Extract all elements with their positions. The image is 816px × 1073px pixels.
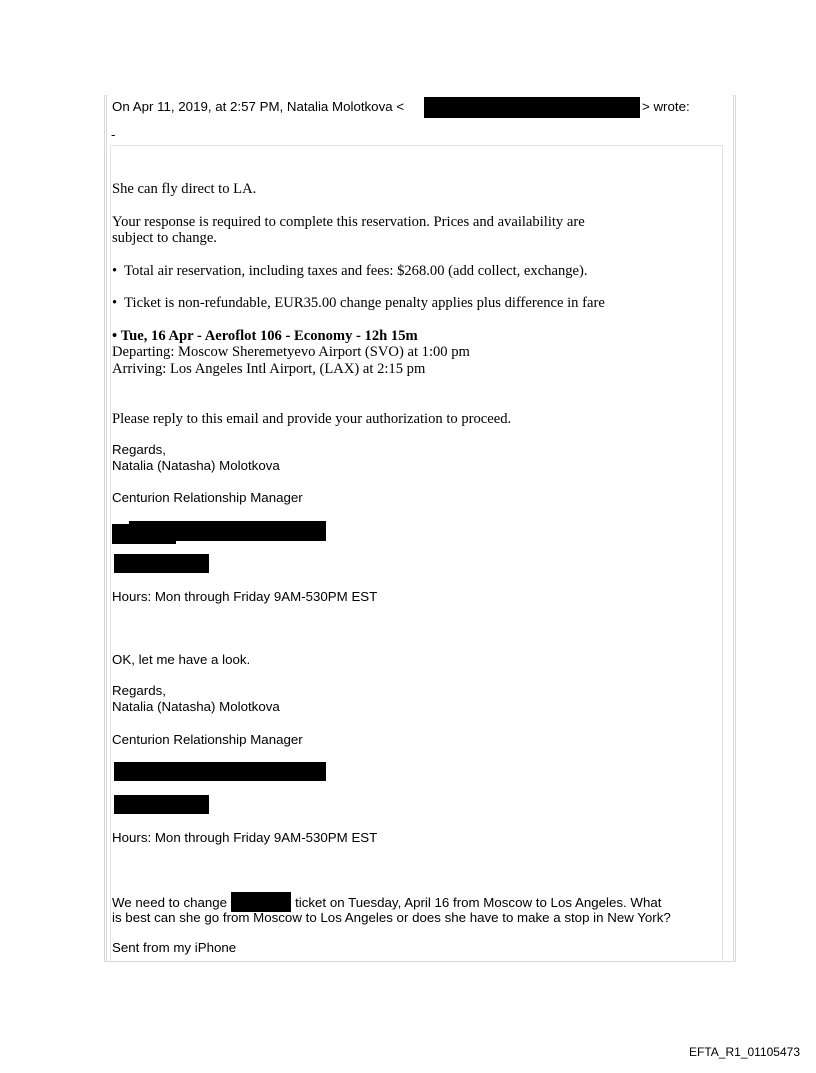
quote-header-suffix: > wrote:: [642, 99, 690, 114]
quote-header-prefix: On Apr 11, 2019, at 2:57 PM, Natalia Molotkova <: [112, 99, 405, 114]
bullet-flight: [112, 328, 418, 344]
original-line: is best can she go from Moscow to Los Angeles or does she have to make a stop in New York?: [112, 910, 671, 925]
sent-from: Sent from my iPhone: [112, 940, 237, 955]
signature-title: Centurion Relationship Manager: [112, 732, 303, 747]
bullet-text: Ticket is non-refundable, EUR35.00 change penalty applies plus difference in fare: [124, 295, 605, 311]
bullet-icon: •: [112, 328, 118, 344]
redacted-contact: [112, 524, 176, 544]
earlier-reply: OK, let me have a look.: [112, 652, 251, 667]
reply-line: She can fly direct to LA.: [112, 181, 257, 197]
dash: -: [111, 127, 116, 142]
arriving: Arriving: Los Angeles Intl Airport, (LAX) at 2:15 pm: [112, 361, 426, 377]
document-id: EFTA_R1_01105473: [689, 1045, 800, 1059]
bullet-total: [112, 263, 588, 279]
reply-request: Please reply to this email and provide your authorization to proceed.: [112, 411, 512, 427]
signature-name: Natalia (Natasha) Molotkova: [112, 458, 280, 473]
redacted-email: [424, 97, 640, 118]
departing: Departing: Moscow Sheremetyevo Airport (SVO) at 1:00 pm: [112, 344, 470, 360]
bullet-text: Total air reservation, including taxes and fees: $268.00 (add collect, exchange).: [124, 263, 588, 279]
original-line-rest: ticket on Tuesday, April 16 from Moscow to Los Angeles. What: [295, 895, 662, 910]
redacted-phone: [114, 795, 209, 814]
regards: Regards,: [112, 442, 166, 457]
bullet-ticket: [112, 295, 605, 311]
signature-hours: Hours: Mon through Friday 9AM-530PM EST: [112, 589, 378, 604]
regards: Regards,: [112, 683, 166, 698]
redacted-name: [231, 892, 291, 912]
reply-line: subject to change.: [112, 230, 217, 246]
redacted-phone: [114, 554, 209, 573]
original-line-1: [112, 892, 661, 912]
original-line-start: We need to change: [112, 895, 228, 910]
redacted-contact: [114, 762, 326, 781]
signature-name: Natalia (Natasha) Molotkova: [112, 699, 280, 714]
flight-summary: Tue, 16 Apr - Aeroflot 106 - Economy - 12h 15m: [120, 328, 418, 344]
bullet-icon: •: [112, 263, 118, 279]
signature-title: Centurion Relationship Manager: [112, 490, 303, 505]
reply-line: Your response is required to complete this reservation. Prices and availability are: [112, 214, 585, 230]
signature-hours: Hours: Mon through Friday 9AM-530PM EST: [112, 830, 378, 845]
bullet-icon: •: [112, 295, 118, 311]
